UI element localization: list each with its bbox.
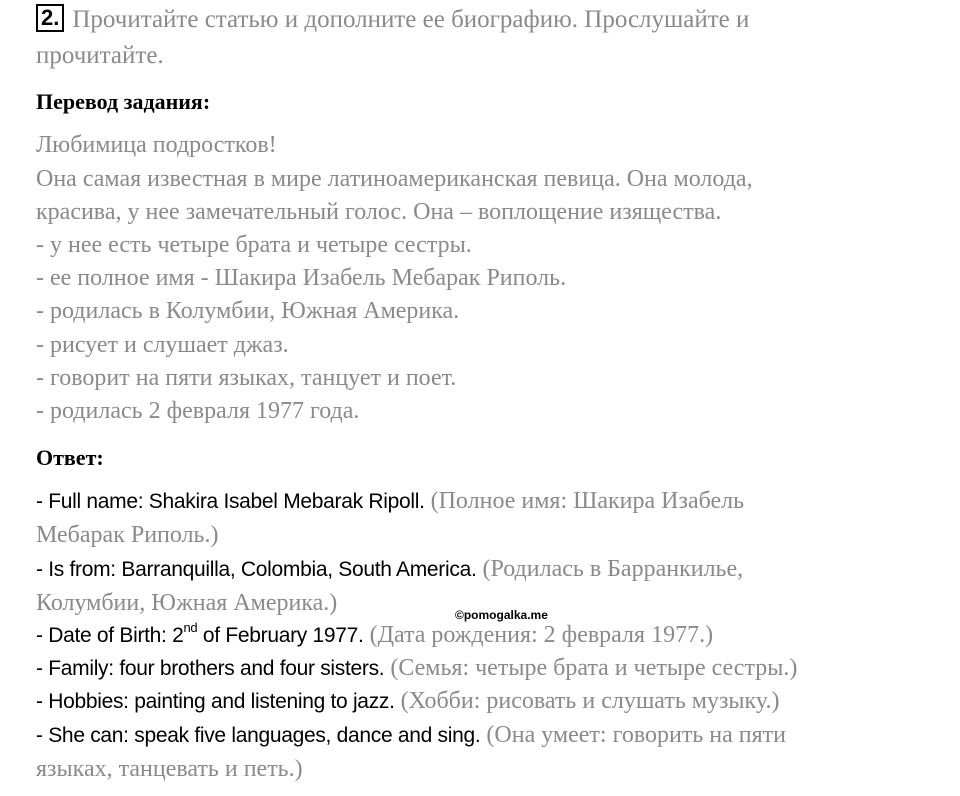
translation-line: - ее полное имя - Шакира Изабель Мебарак Риполь. (36, 265, 567, 291)
answer-russian-text: (Полное имя: Шакира Изабель (424, 488, 745, 514)
answer-english-text: - Hobbies: painting and listening to jazz. (36, 690, 395, 713)
translation-line: Любимица подростков! (36, 132, 277, 158)
answer-item-is-from (36, 554, 743, 585)
answer-russian-text: языках, танцевать и петь.) (36, 756, 303, 782)
translation-line: Она самая известная в мире латиноамериканская певица. Она молода, (36, 166, 753, 192)
answer-item-continuation (36, 520, 218, 551)
answer-english-text (36, 620, 364, 647)
answer-item-she-can (36, 720, 786, 751)
answer-heading: Ответ: (36, 445, 104, 470)
task-number-box: 2. (36, 4, 64, 32)
translation-line: - родилась 2 февраля 1977 года. (36, 398, 360, 424)
answer-item-family (36, 653, 797, 684)
answer-russian-text: (Она умеет: говорить на пяти (480, 722, 786, 748)
answer-russian-text: Колумбии, Южная Америка.) (36, 590, 338, 616)
answer-item-continuation (36, 588, 337, 619)
answer-item-continuation (36, 754, 303, 785)
answer-russian-text: (Хобби: рисовать и слушать музыку.) (394, 688, 780, 714)
ordinal-suffix: nd (183, 620, 198, 635)
dob-prefix: - Date of Birth: 2 (36, 624, 184, 647)
dob-suffix: of February 1977. (197, 624, 364, 647)
translation-line: - рисует и слушает джаз. (36, 332, 289, 358)
answer-item-date-of-birth (36, 620, 713, 651)
task-instruction-line-1 (36, 4, 749, 35)
answer-item-hobbies (36, 686, 779, 717)
translation-heading: Перевод задания: (36, 89, 211, 114)
translation-line: - у нее есть четыре брата и четыре сестры. (36, 232, 472, 258)
answer-russian-text: (Семья: четыре брата и четыре сестры.) (384, 655, 798, 681)
translation-line: - говорит на пяти языках, танцует и поет. (36, 365, 457, 391)
answer-russian-text: (Родилась в Барранкилье, (476, 556, 744, 582)
answer-english-text: - Is from: Barranquilla, Colombia, South America. (36, 558, 477, 581)
watermark: ©pomogalka.me (455, 608, 548, 622)
answer-english-text: - She can: speak five languages, dance and sing. (36, 724, 481, 747)
answer-russian-text: Мебарак Риполь.) (36, 522, 219, 548)
task-instruction-text: Прочитайте статью и дополните ее биографию. Прослушайте и (72, 6, 750, 33)
answer-russian-text: (Дата рождения: 2 февраля 1977.) (363, 622, 714, 648)
task-instruction-line-2: прочитайте. (36, 42, 164, 69)
answer-english-text: - Full name: Shakira Isabel Mebarak Ripoll. (36, 490, 425, 513)
answer-english-text: - Family: four brothers and four sisters. (36, 657, 385, 680)
translation-line: красива, у нее замечательный голос. Она – воплощение изящества. (36, 199, 722, 225)
answer-item-full-name (36, 486, 744, 517)
translation-line: - родилась в Колумбии, Южная Америка. (36, 298, 460, 324)
